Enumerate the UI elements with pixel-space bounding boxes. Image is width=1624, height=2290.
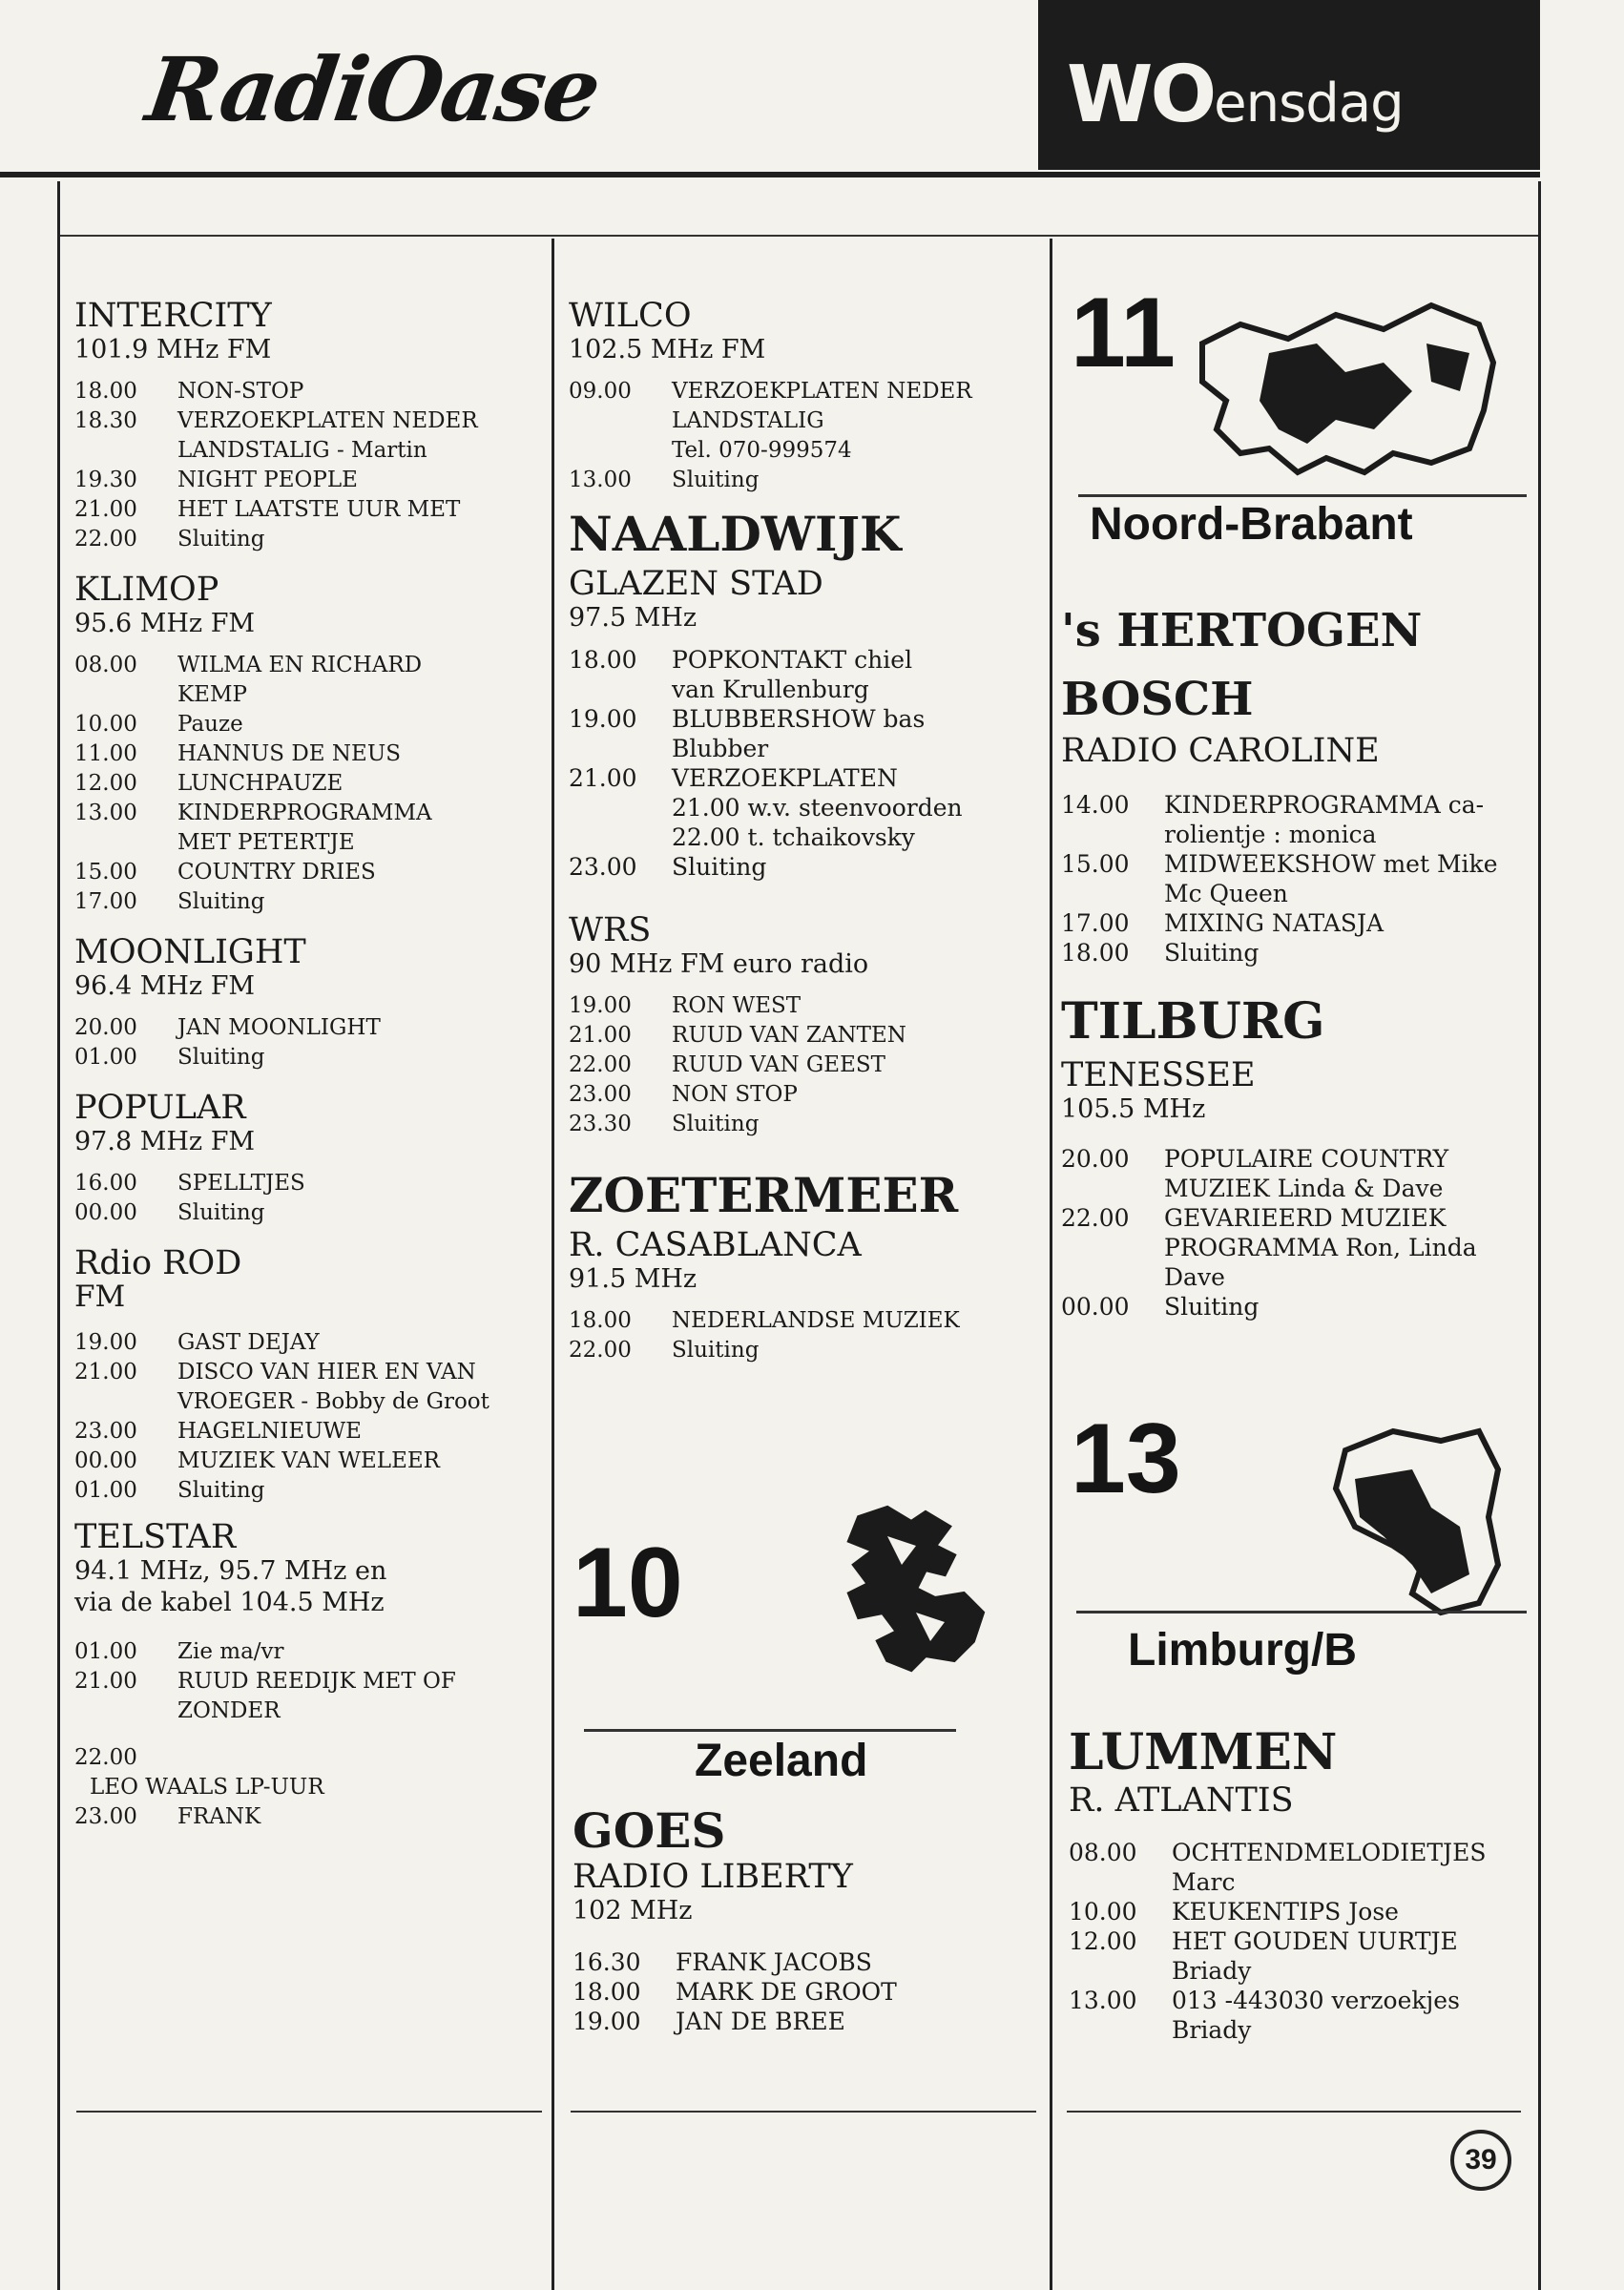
station-tenessee (1061, 1057, 1538, 1322)
city-lummen: LUMMEN (1069, 1723, 1338, 1781)
program-row: 11.00 HANNUS DE NEUS (74, 741, 401, 766)
column-rule-1 (552, 239, 554, 2290)
day-title: WOensdag (1067, 50, 1404, 140)
city-zoetermeer: ZOETERMEER (569, 1167, 959, 1223)
program-row: 15.00 MIDWEEKSHOW met Mike Mc Queen (1061, 850, 1498, 907)
program-row: 08.00 WILMA EN RICHARD KEMP (74, 653, 423, 707)
zeeland-rule (584, 1729, 956, 1732)
station-frequency-cable: via de kabel 104.5 MHz (74, 1588, 385, 1617)
column-rule-left (57, 181, 60, 2290)
station-name: TELSTAR (74, 1518, 237, 1556)
station-frequency: 102 MHz (573, 1896, 693, 1926)
station-wilco (569, 298, 1046, 495)
program-row: 21.00 VERZOEKPLATEN 21.00 w.v. steenvoorden 22.00 t. tchaikovsky (569, 764, 963, 851)
station-name: WRS (569, 911, 652, 949)
city-naaldwijk: NAALDWIJK (569, 506, 902, 562)
program-row: 10.00 KEUKENTIPS Jose (1069, 1898, 1399, 1926)
station-name: RADIO LIBERTY (573, 1858, 853, 1896)
station-frequency: 105.5 MHz (1061, 1094, 1206, 1124)
station-popular (74, 1090, 552, 1228)
station-frequency: 95.6 MHz FM (74, 609, 256, 638)
program-row: 23.30 Sluiting (569, 1112, 760, 1136)
station-radio-caroline (1061, 733, 1538, 968)
program-row: 16.00 SPELLTJES (74, 1171, 305, 1196)
station-frequency: 96.4 MHz FM (74, 971, 256, 1001)
program-row: 01.00 Sluiting (74, 1478, 265, 1503)
station-frequency: FM (74, 1280, 126, 1314)
limburg-map-icon (1317, 1412, 1517, 1622)
station-name: R. ATLANTIS (1069, 1781, 1294, 1820)
bottom-rule-2 (571, 2111, 1036, 2113)
page-number: 39 (1450, 2130, 1511, 2191)
station-name: R. CASABLANCA (569, 1226, 862, 1264)
column-1 (74, 298, 552, 1832)
station-name: RADIO CAROLINE (1061, 732, 1380, 770)
program-row: 22.00 RUUD VAN GEEST (569, 1052, 885, 1077)
program-row: 20.00 JAN MOONLIGHT (74, 1015, 381, 1040)
region-number-limburg: 13 (1071, 1404, 1181, 1514)
program-row: 21.00 RUUD REEDIJK MET OF ZONDER (74, 1669, 456, 1723)
program-row: 17.00 Sluiting (74, 889, 265, 914)
region-name-zeeland: Zeeland (695, 1736, 868, 1786)
limburg-rule (1076, 1611, 1527, 1613)
program-row: 22.00 GEVARIEERD MUZIEK PROGRAMMA Ron, Linda Dave (1061, 1204, 1477, 1291)
program-row: 18.00 NEDERLANDSE MUZIEK (569, 1308, 960, 1333)
program-row: 13.00 Sluiting (569, 468, 760, 492)
station-name: TENESSEE (1061, 1056, 1256, 1094)
column-2 (569, 298, 1046, 1365)
program-row: 17.00 MIXING NATASJA (1061, 909, 1385, 937)
program-row: 13.00 013 -443030 verzoekjes Briady (1069, 1987, 1460, 2044)
program-row: 12.00 HET GOUDEN UURTJE Briady (1069, 1927, 1458, 1985)
program-row: 19.30 NIGHT PEOPLE (74, 468, 358, 492)
program-row: 19.00 BLUBBERSHOW bas Blubber (569, 705, 926, 762)
program-row: 18.00 POPKONTAKT chiel van Krullenburg (569, 646, 913, 703)
program-row: 16.30 FRANK JACOBS (573, 1948, 872, 1976)
station-wrs (569, 912, 1046, 1139)
station-name: MOONLIGHT (74, 933, 306, 971)
program-row: 18.00 Sluiting (1061, 939, 1260, 967)
program-row: 23.00 Sluiting (569, 853, 767, 881)
program-row: 22.00 (74, 1745, 137, 1770)
station-rdio-rod (74, 1245, 552, 1506)
city-goes: GOES (573, 1802, 726, 1859)
station-moonlight (74, 934, 552, 1072)
region-name-noord-brabant: Noord-Brabant (1090, 499, 1413, 550)
program-row: 18.00 NON-STOP (74, 379, 304, 404)
station-frequency: 97.8 MHz FM (74, 1127, 256, 1156)
program-row: 22.00 Sluiting (74, 527, 265, 552)
program-row: 18.00 MARK DE GROOT (573, 1978, 897, 2006)
station-frequency: 102.5 MHz FM (569, 335, 766, 364)
program-row: 09.00 VERZOEKPLATEN NEDER LANDSTALIG Tel. 070-999574 (569, 379, 972, 463)
city-hertogenbosch-1: 's HERTOGEN (1061, 604, 1423, 657)
program-row: 23.00 NON STOP (569, 1082, 798, 1107)
program-row: 01.00 Sluiting (74, 1045, 265, 1070)
bottom-rule-1 (76, 2111, 542, 2113)
station-radio-liberty (573, 1859, 1031, 2036)
station-klimop (74, 572, 552, 917)
bottom-rule-3 (1067, 2111, 1521, 2113)
region-number-zeeland: 10 (573, 1528, 683, 1638)
program-row: 01.00 Zie ma/vr (74, 1639, 284, 1664)
station-frequency: 90 MHz FM euro radio (569, 949, 869, 979)
program-row: 21.00 HET LAATSTE UUR MET (74, 497, 461, 522)
program-row: 00.00 Sluiting (1061, 1293, 1260, 1321)
station-name: POPULAR (74, 1089, 246, 1127)
station-name: INTERCITY (74, 297, 272, 335)
program-row: 19.00 RON WEST (569, 993, 802, 1018)
program-row: 21.00 DISCO VAN HIER EN VAN VROEGER - Bobby de Groot (74, 1360, 489, 1414)
station-frequency: 101.9 MHz FM (74, 335, 272, 364)
program-row: 23.00 HAGELNIEUWE (74, 1419, 362, 1444)
program-row: 19.00 GAST DEJAY (74, 1330, 320, 1355)
station-frequency: 97.5 MHz (569, 603, 697, 633)
program-row: 12.00 LUNCHPAUZE (74, 771, 344, 796)
zeeland-map-icon (821, 1498, 1011, 1689)
noord-brabant-map-icon (1183, 286, 1508, 487)
station-intercity (74, 298, 552, 554)
station-frequency: 91.5 MHz (569, 1264, 697, 1294)
noord-brabant-rule (1078, 494, 1527, 497)
column-2-lower (573, 1803, 1031, 2036)
region-number-noord-brabant: 11 (1071, 278, 1176, 388)
program-row: 13.00 KINDERPROGRAMMA MET PETERTJE (74, 801, 432, 855)
program-row: 15.00 COUNTRY DRIES (74, 860, 376, 885)
program-row: 00.00 Sluiting (74, 1200, 265, 1225)
program-row: 22.00 Sluiting (569, 1338, 760, 1363)
station-glazen-stad (569, 566, 1046, 882)
station-atlantis (1069, 1782, 1527, 2045)
city-tilburg: TILBURG (1061, 992, 1325, 1051)
station-name: KLIMOP (74, 571, 219, 609)
radioase-logo: RadiOase (140, 38, 606, 141)
station-name: WILCO (569, 297, 692, 335)
station-telstar (74, 1519, 552, 1832)
program-row: 18.30 VERZOEKPLATEN NEDER LANDSTALIG - Martin (74, 408, 478, 463)
station-name: Rdio ROD (74, 1244, 242, 1282)
program-row: 23.00 FRANK (74, 1804, 261, 1829)
column-3 (1061, 603, 1538, 1322)
program-row: 21.00 RUUD VAN ZANTEN (569, 1023, 906, 1048)
column-rule-right (1538, 181, 1541, 2290)
program-row: 08.00 OCHTENDMELODIETJES Marc (1069, 1839, 1487, 1896)
station-casablanca (569, 1227, 1046, 1365)
station-frequency: 94.1 MHz, 95.7 MHz en (74, 1556, 387, 1586)
program-row: LEO WAALS LP-UUR (90, 1775, 324, 1800)
header-rule (0, 172, 1540, 177)
program-row: 19.00 JAN DE BREE (573, 2008, 845, 2035)
program-row: 20.00 POPULAIRE COUNTRY MUZIEK Linda & Dave (1061, 1145, 1449, 1202)
column-3-lower (1069, 1725, 1527, 2045)
region-name-limburg: Limburg/B (1128, 1625, 1357, 1676)
program-row: 14.00 KINDERPROGRAMMA ca- rolientje : monica (1061, 791, 1485, 848)
program-row: 10.00 Pauze (74, 712, 243, 737)
column-rule-2 (1050, 239, 1052, 2290)
station-name: GLAZEN STAD (569, 565, 823, 603)
city-hertogenbosch-2: BOSCH (1061, 673, 1254, 726)
program-row: 00.00 MUZIEK VAN WELEER (74, 1448, 440, 1473)
header-rule-thin (57, 235, 1540, 237)
